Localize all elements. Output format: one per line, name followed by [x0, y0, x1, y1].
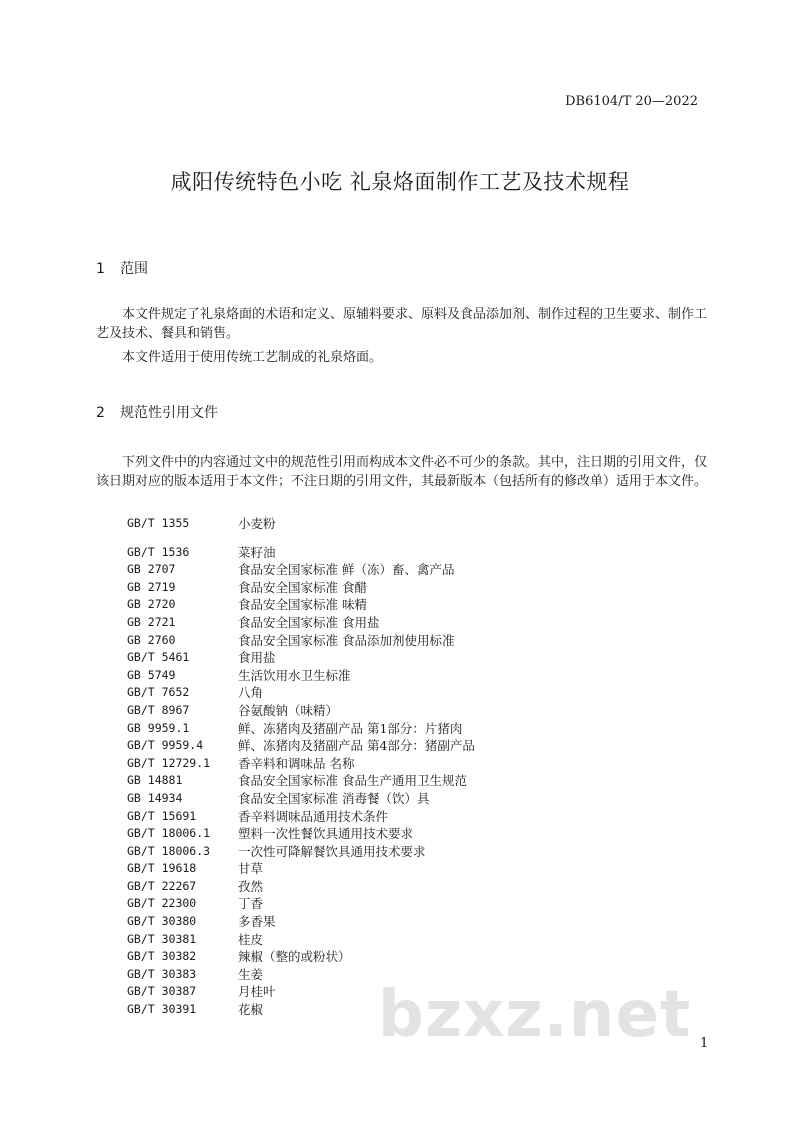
reference-code: GB/T 12729.1 — [127, 755, 211, 770]
reference-code: GB 14934 — [127, 790, 183, 805]
reference-row — [127, 515, 687, 533]
reference-row — [127, 913, 687, 931]
reference-name: 食品安全国家标准 食醋 — [238, 579, 367, 595]
reference-row — [127, 825, 687, 843]
reference-row — [127, 860, 687, 878]
reference-row — [127, 931, 687, 949]
reference-code: GB/T 30380 — [127, 914, 197, 929]
reference-name: 食品安全国家标准 味精 — [238, 597, 367, 613]
page-number: 1 — [700, 1036, 709, 1051]
reference-name: 孜然 — [238, 878, 264, 894]
reference-name: 谷氨酸钠（味精） — [238, 702, 339, 718]
reference-list — [127, 515, 687, 1019]
reference-code: GB/T 1536 — [127, 544, 190, 559]
reference-name: 食品安全国家标准 食品生产通用卫生规范 — [238, 773, 467, 789]
reference-name: 香辛料调味品通用技术条件 — [238, 808, 389, 824]
scope-paragraph-1: 本文件规定了礼泉烙面的术语和定义、原辅料要求、原料及食品添加剂、制作过程的卫生要求、制作工艺及技术、餐具和销售。 — [96, 307, 708, 341]
section-heading-normative-references — [96, 402, 218, 422]
section-title: 范围 — [120, 261, 148, 277]
reference-code: GB/T 1355 — [127, 516, 190, 530]
reference-code: GB/T 22267 — [127, 878, 197, 893]
reference-row — [127, 702, 687, 720]
reference-code: GB/T 30383 — [127, 966, 197, 981]
reference-row — [127, 596, 687, 614]
reference-row — [127, 895, 687, 913]
reference-code: GB 2719 — [127, 579, 176, 594]
reference-code: GB 2720 — [127, 597, 176, 612]
reference-name: 食品安全国家标准 消毒餐（饮）具 — [238, 790, 430, 806]
reference-name: 八角 — [238, 685, 264, 701]
reference-code: GB 5749 — [127, 667, 176, 682]
reference-code: GB 9959.1 — [127, 720, 190, 735]
reference-spacer — [127, 533, 687, 544]
reference-code: GB/T 30387 — [127, 984, 197, 999]
reference-row — [127, 632, 687, 650]
reference-code: GB/T 15691 — [127, 808, 197, 823]
reference-name: 辣椒（整的或粉状） — [238, 949, 351, 965]
reference-name: 花椒 — [238, 1002, 264, 1018]
reference-name: 生活饮用水卫生标准 — [238, 667, 351, 683]
reference-name: 食品安全国家标准 食用盐 — [238, 614, 380, 630]
section-title: 规范性引用文件 — [120, 405, 218, 421]
reference-name: 丁香 — [238, 896, 264, 912]
reference-row — [127, 790, 687, 808]
reference-code: GB 14881 — [127, 773, 183, 788]
reference-name: 多香果 — [238, 914, 276, 930]
reference-row — [127, 561, 687, 579]
reference-name: 食用盐 — [238, 650, 276, 666]
reference-name: 桂皮 — [238, 931, 264, 947]
reference-code: GB/T 19618 — [127, 861, 197, 876]
reference-row — [127, 579, 687, 597]
reference-name: 生姜 — [238, 966, 264, 982]
reference-code: GB 2760 — [127, 632, 176, 647]
reference-name: 月桂叶 — [238, 984, 276, 1000]
reference-row — [127, 772, 687, 790]
reference-row — [127, 808, 687, 826]
reference-code: GB/T 30381 — [127, 931, 197, 946]
reference-row — [127, 544, 687, 562]
section-number: 2 — [96, 405, 105, 421]
reference-code: GB/T 18006.1 — [127, 826, 211, 841]
reference-code: GB/T 7652 — [127, 685, 190, 700]
document-code: DB6104/T 20—2022 — [565, 94, 698, 109]
scope-paragraph-2: 本文件适用于使用传统工艺制成的礼泉烙面。 — [122, 350, 383, 365]
reference-name: 食品安全国家标准 食品添加剂使用标准 — [238, 632, 455, 648]
reference-name: 菜籽油 — [238, 544, 276, 560]
reference-row — [127, 948, 687, 966]
reference-row — [127, 843, 687, 861]
reference-code: GB 2707 — [127, 562, 176, 577]
reference-row — [127, 720, 687, 738]
reference-name: 甘草 — [238, 861, 264, 877]
reference-name: 一次性可降解餐饮具通用技术要求 — [238, 843, 426, 859]
references-intro-paragraph: 下列文件中的内容通过文中的规范性引用而构成本文件必不可少的条款。其中，注日期的引用文件，仅该日期对应的版本适用于本文件；不注日期的引用文件，其最新版本（包括所有的修改单）适用于本文件。 — [96, 455, 708, 489]
reference-code: GB/T 22300 — [127, 896, 197, 911]
reference-name: 香辛料和调味品 名称 — [238, 755, 355, 771]
reference-name: 鲜、冻猪肉及猪副产品 第1部分：片猪肉 — [238, 720, 463, 736]
reference-row — [127, 614, 687, 632]
reference-row — [127, 755, 687, 773]
reference-row — [127, 684, 687, 702]
reference-code: GB/T 9959.4 — [127, 738, 204, 753]
reference-row — [127, 878, 687, 896]
reference-code: GB 2721 — [127, 614, 176, 629]
reference-name: 塑料一次性餐饮具通用技术要求 — [238, 826, 414, 842]
reference-code: GB/T 30391 — [127, 1002, 197, 1017]
reference-code: GB/T 5461 — [127, 650, 190, 665]
reference-code: GB/T 30382 — [127, 949, 197, 964]
reference-name: 鲜、冻猪肉及猪副产品 第4部分：猪副产品 — [238, 738, 475, 754]
reference-code: GB/T 8967 — [127, 702, 190, 717]
section-number: 1 — [96, 261, 105, 277]
document-title: 咸阳传统特色小吃 礼泉烙面制作工艺及技术规程 — [170, 170, 630, 194]
reference-code: GB/T 18006.3 — [127, 843, 211, 858]
reference-row — [127, 649, 687, 667]
watermark: bzxz.net — [378, 978, 692, 1052]
reference-name: 食品安全国家标准 鲜（冻）畜、禽产品 — [238, 562, 455, 578]
reference-name: 小麦粉 — [238, 516, 276, 531]
reference-row — [127, 667, 687, 685]
reference-row — [127, 737, 687, 755]
section-heading-scope — [96, 258, 148, 278]
